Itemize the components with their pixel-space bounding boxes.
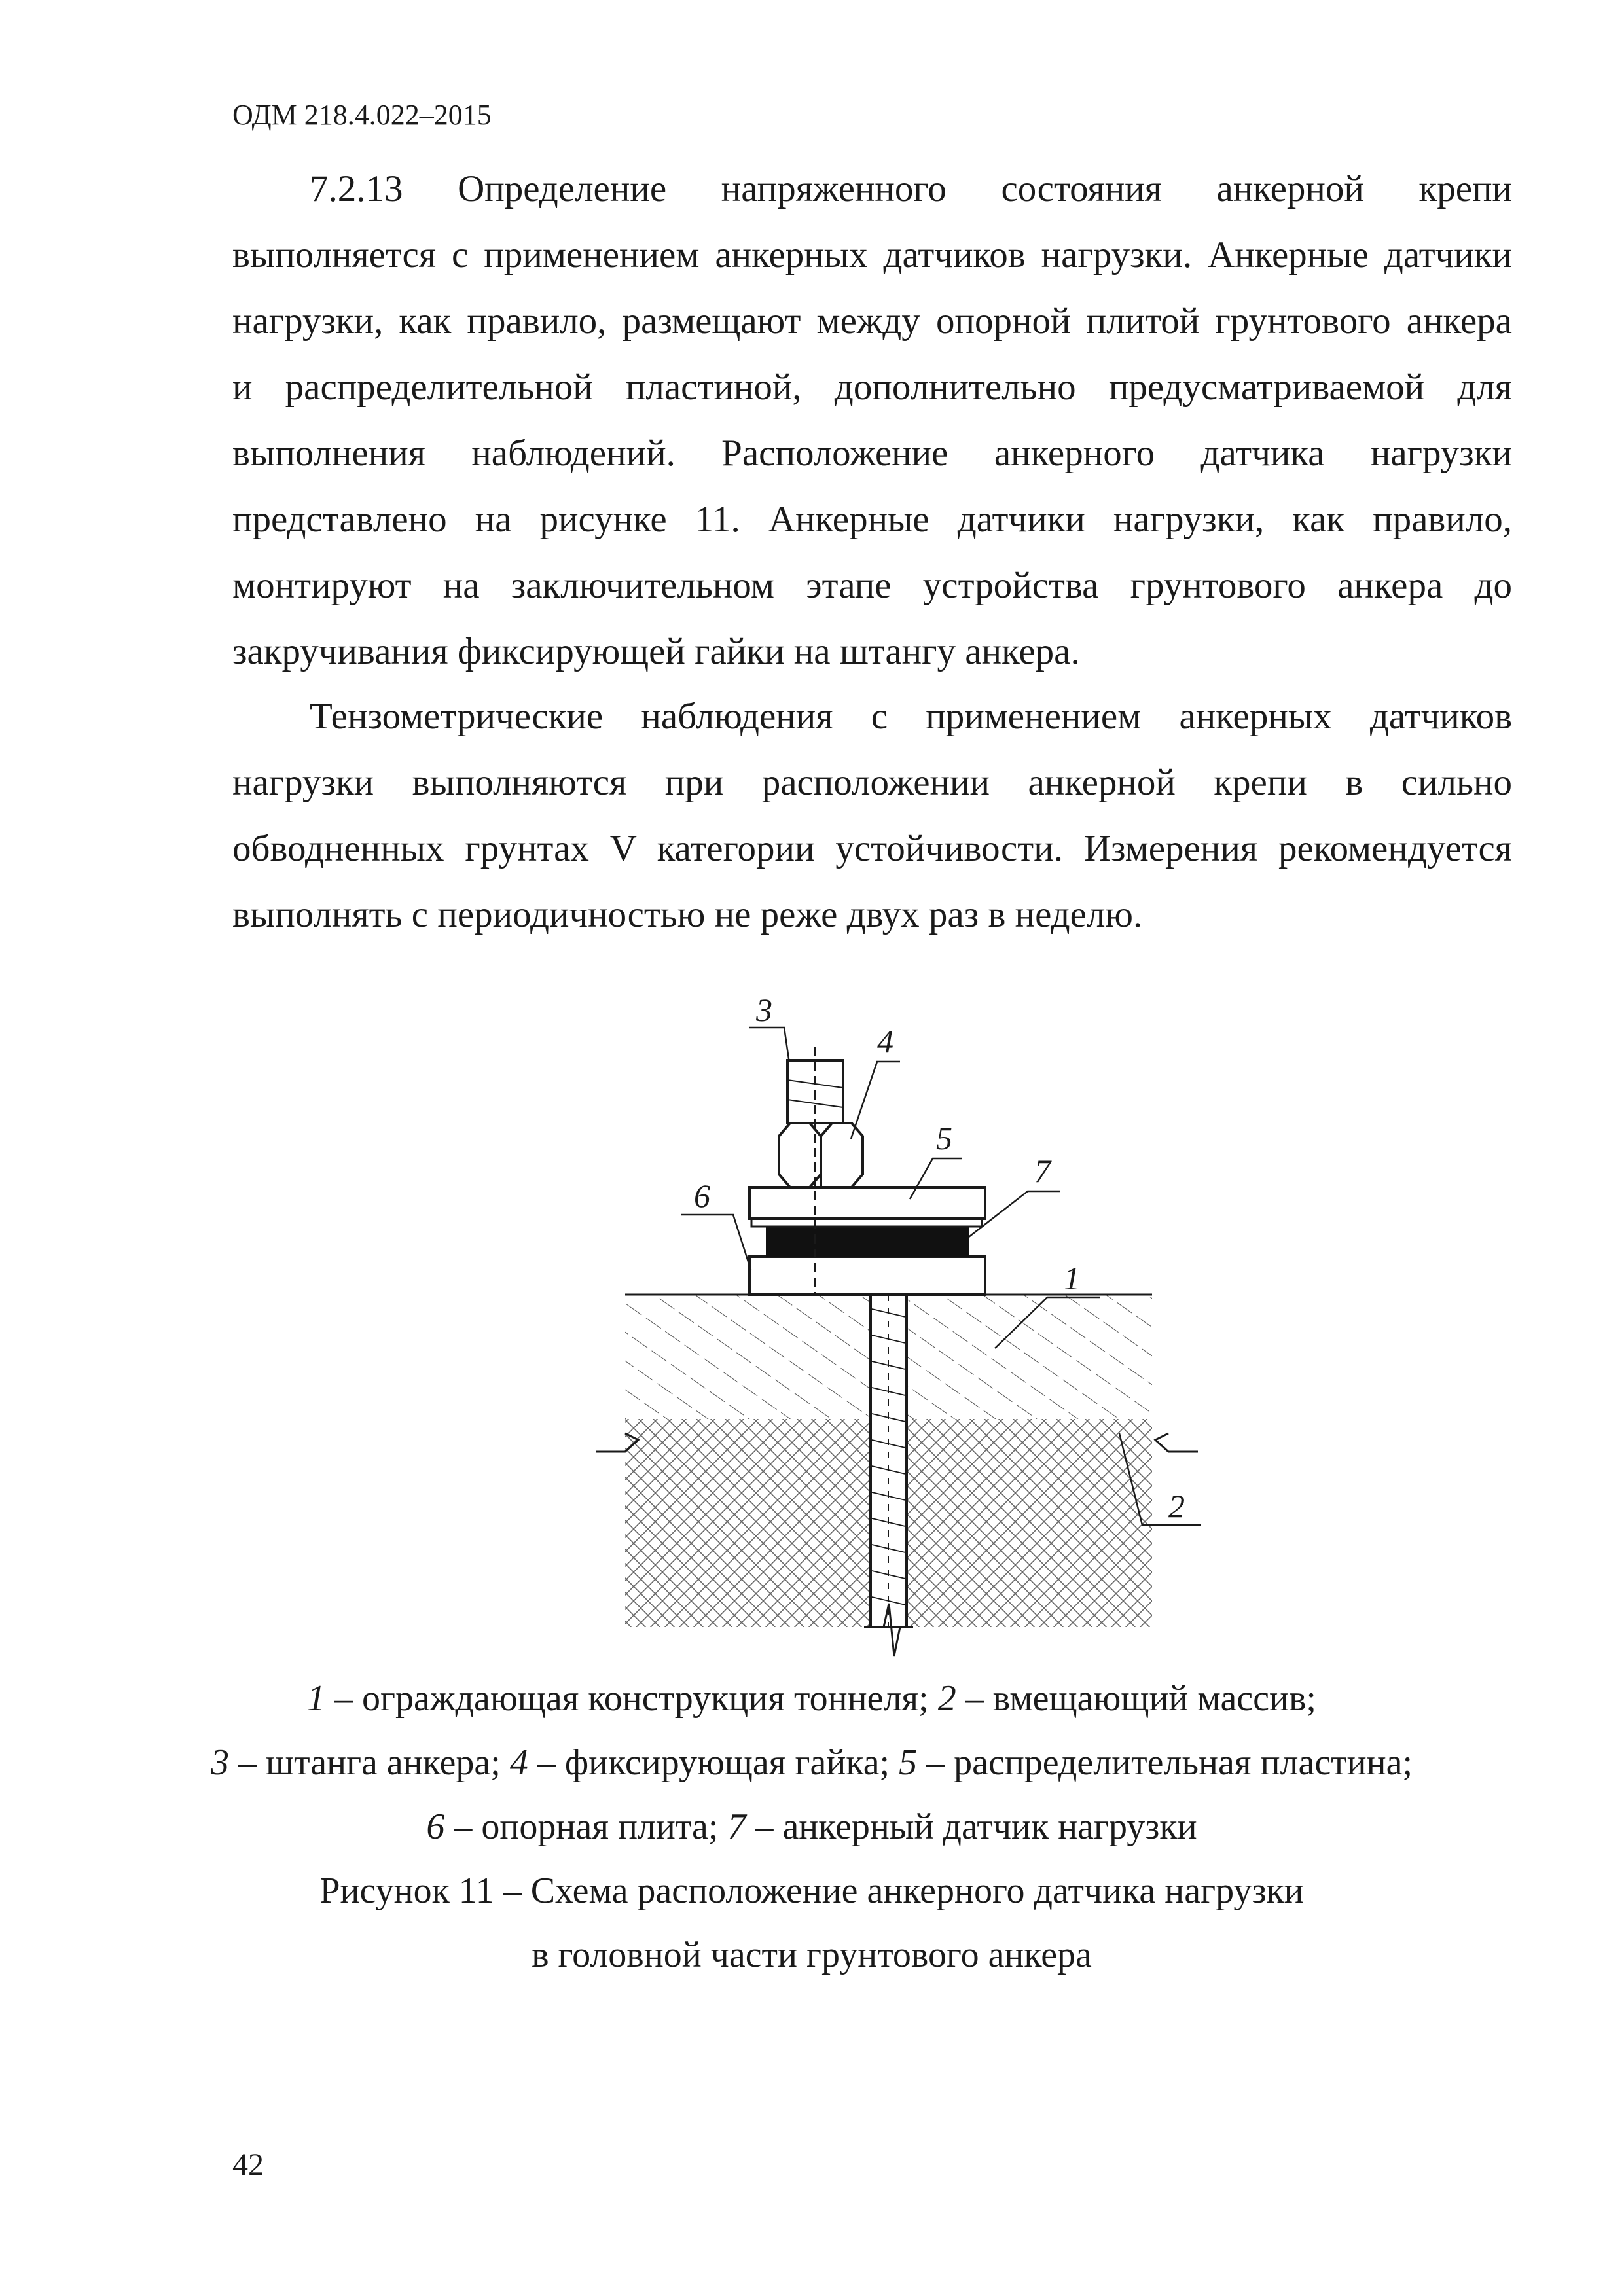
legend-number: 7 xyxy=(727,1806,746,1847)
figure-legend xyxy=(196,1666,1427,1987)
legend-text: – штанга анкера; xyxy=(228,1742,510,1783)
legend-text: – ограждающая конструкция тоннеля; xyxy=(325,1678,938,1719)
tunnel-lining-layer xyxy=(907,1295,1152,1419)
paragraph-line: Тензометрические наблюдения с применением анкерных датчиков xyxy=(310,696,1512,737)
page-number: 42 xyxy=(232,2147,264,2182)
paragraph-line: нагрузки выполняются при расположении анкерной крепи в сильно xyxy=(232,762,1512,803)
label-4: 4 xyxy=(877,1023,893,1060)
label-5: 5 xyxy=(936,1120,952,1157)
figure-title: Рисунок 11 – Схема расположение анкерного датчика нагрузки xyxy=(319,1871,1304,1911)
legend-line xyxy=(196,1731,1427,1795)
figure-title: в головной части грунтового анкера xyxy=(532,1935,1092,1975)
legend-number: 6 xyxy=(426,1806,445,1847)
paragraph-line: выполнения наблюдений. Расположение анкерного датчика нагрузки xyxy=(232,433,1512,474)
legend-text: – фиксирующая гайка; xyxy=(528,1742,899,1783)
legend-number: 5 xyxy=(899,1742,918,1783)
legend-text: – вмещающий массив; xyxy=(956,1678,1316,1719)
legend-line xyxy=(196,1666,1427,1731)
paragraph-line: представлено на рисунке 11. Анкерные датчики нагрузки, как правило, xyxy=(232,499,1512,540)
paragraph-line: и распределительной пластиной, дополнительно предусматриваемой для xyxy=(232,367,1512,408)
host-rock-layer xyxy=(907,1419,1152,1627)
host-rock-layer xyxy=(625,1419,871,1627)
paragraph-tensometric xyxy=(232,683,1512,948)
paragraph-line: выполняется с применением анкерных датчиков нагрузки. Анкерные датчики xyxy=(232,234,1512,276)
paragraph-line: обводненных грунтах V категории устойчивости. Измерения рекомендуется xyxy=(232,828,1512,869)
legend-number: 1 xyxy=(307,1678,325,1719)
legend-line xyxy=(196,1795,1427,1859)
paragraph-line: закручивания фиксирующей гайки на штангу анкера. xyxy=(232,631,1080,672)
base-plate xyxy=(749,1257,985,1295)
legend-number: 2 xyxy=(937,1678,956,1719)
paragraph-line: нагрузки, как правило, размещают между опорной плитой грунтового анкера xyxy=(232,300,1512,342)
legend-number: 4 xyxy=(509,1742,528,1783)
legend-number: 3 xyxy=(210,1742,229,1783)
distribution-plate xyxy=(749,1187,985,1219)
paragraph-line: выполнять с периодичностью не реже двух раз в неделю. xyxy=(232,894,1143,935)
document-code: ОДМ 218.4.022–2015 xyxy=(232,99,492,131)
legend-text: – анкерный датчик нагрузки xyxy=(746,1806,1197,1847)
load-sensor xyxy=(766,1225,969,1257)
label-3: 3 xyxy=(756,992,772,1028)
legend-text: – распределительная пластина; xyxy=(917,1742,1413,1783)
paragraph-7-2-13 xyxy=(232,156,1512,685)
anchor-sensor-figure xyxy=(576,982,1218,1662)
paragraph-line: монтируют на заключительном этапе устройства грунтового анкера до xyxy=(232,565,1512,606)
label-6: 6 xyxy=(694,1177,710,1214)
paragraph-line: 7.2.13 Определение напряженного состояния анкерной крепи xyxy=(310,168,1512,209)
label-1: 1 xyxy=(1064,1260,1080,1297)
label-2: 2 xyxy=(1168,1488,1185,1524)
tunnel-lining-layer xyxy=(625,1295,871,1419)
legend-text: – опорная плита; xyxy=(444,1806,728,1847)
fixing-nut xyxy=(821,1123,863,1187)
label-7: 7 xyxy=(1034,1153,1051,1189)
